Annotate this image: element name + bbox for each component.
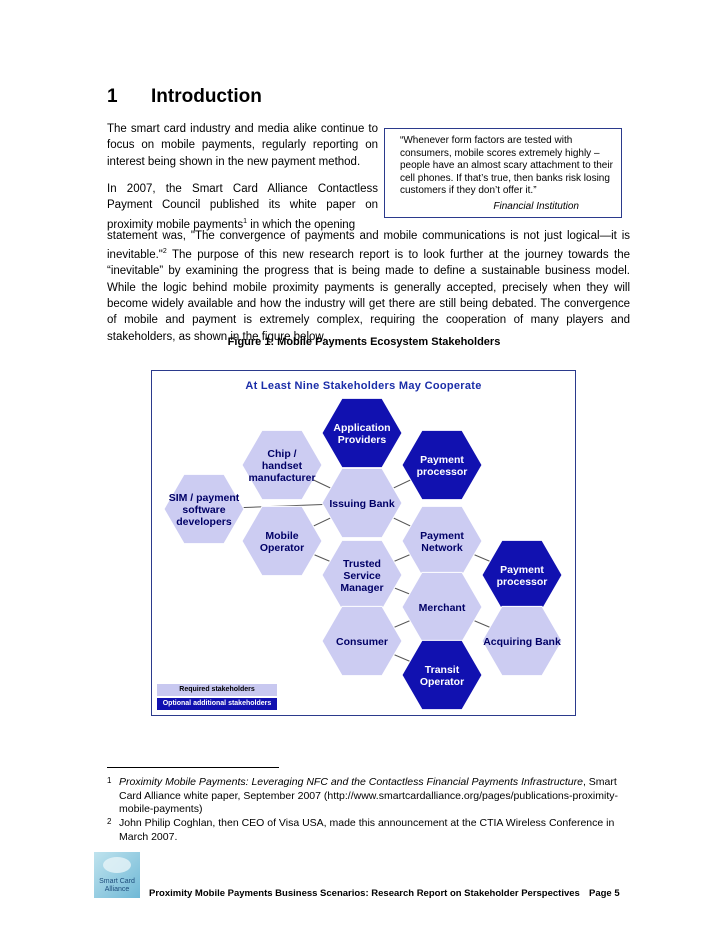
hex-node: [164, 474, 244, 543]
paragraph-text: in which the opening: [247, 218, 356, 231]
logo-text-line2: Alliance: [104, 886, 130, 893]
legend-required: Required stakeholders: [157, 684, 277, 696]
hex-node: [402, 640, 482, 709]
hex-label: Operator: [259, 542, 305, 554]
hex-label: Merchant: [418, 602, 466, 614]
footnote-ref-1: 1: [243, 217, 248, 225]
paragraph-text: In 2007, the Smart Card Alliance Contactless Payment Council published its white paper on proximity mobile payments: [107, 183, 378, 231]
hex-label: Issuing Bank: [329, 498, 395, 510]
section-heading: [107, 86, 262, 108]
paragraph-text: statement was, "The convergence of payments and mobile communications is not just logical—it is inevitable.": [107, 230, 630, 262]
hex-nodes: [164, 398, 562, 709]
hex-label: Payment: [420, 454, 464, 466]
quote-attribution: Financial Institution: [493, 200, 579, 212]
section-title: Introduction: [151, 86, 262, 107]
hex-node: [482, 606, 562, 675]
footnote-1: [107, 776, 629, 817]
hex-label: Acquiring Bank: [483, 636, 561, 648]
legend-optional: Optional additional stakeholders: [157, 698, 277, 710]
footnote-text: John Philip Coghlan, then CEO of Visa USA, made this announcement at the CTIA Wireless Conference in March 2007.: [119, 817, 615, 843]
section-number: 1: [107, 86, 118, 107]
smart-card-alliance-logo: [94, 852, 140, 898]
figure-caption: Figure 1: Mobile Payments Ecosystem Stakeholders: [227, 336, 501, 348]
footnote-number: 1: [107, 776, 112, 785]
hex-label: handset: [261, 460, 303, 472]
hex-node: [402, 572, 482, 641]
footnote-text: , Smart Card Alliance white paper, September 2007 (http://www.smartcardalliance.org/pages/publications-proximity-mobile-payments): [119, 776, 618, 815]
hex-label: Operator: [419, 676, 465, 688]
hex-label: Payment: [500, 564, 544, 576]
hex-label: Transit: [424, 664, 460, 676]
paragraph-intro: The smart card industry and media alike continue to focus on mobile payments, regularly reporting on interest being shown in the new payment method.: [107, 123, 378, 168]
hex-node: [242, 430, 322, 499]
footnote-2: [107, 817, 629, 844]
diagram-title: At Least Nine Stakeholders May Cooperate: [245, 380, 482, 392]
hex-label: Payment: [420, 530, 464, 542]
footnote-divider: [107, 767, 279, 768]
paragraph-white-paper: [107, 181, 378, 233]
pull-quote: [384, 128, 622, 218]
hex-label: Application: [333, 422, 391, 434]
hex-label: Mobile: [265, 530, 299, 542]
footnote-number: 2: [107, 817, 112, 826]
hex-label: Manager: [340, 582, 384, 594]
hex-node: [322, 540, 402, 609]
hex-label: Service: [343, 570, 381, 582]
hex-node: [322, 398, 402, 467]
hex-label: developers: [176, 516, 232, 528]
footnote-ref-2: 2: [162, 248, 167, 256]
hex-label: Trusted: [343, 558, 381, 570]
hex-label: processor: [416, 466, 468, 478]
page-number: Page 5: [589, 888, 620, 899]
hex-node: [322, 606, 402, 675]
logo-mark: [103, 857, 131, 873]
hex-label: Consumer: [336, 636, 388, 648]
paragraph-text: The purpose of this new research report is to look further at the journey towards the “inevitable” by examining the progress that is being made to define a sustainable business model. While the logic behind mobile proximity payments is generally accepted, precisely when they will become widely available and how the industry will get there are still being debated. The convergence of mobile and payment is extremely complex, requiring the cooperation of many players and stakeholders, as shown in the figure below.: [107, 249, 630, 343]
paragraph-purpose: [107, 228, 630, 345]
hex-label: Chip /: [267, 448, 297, 460]
hex-label: manufacturer: [248, 472, 316, 484]
hex-label: Providers: [337, 434, 387, 446]
hex-node: [402, 430, 482, 499]
hex-label: Network: [421, 542, 463, 554]
hex-label: SIM / payment: [168, 492, 240, 504]
hex-node: [482, 540, 562, 609]
footer-title: Proximity Mobile Payments Business Scenarios: Research Report on Stakeholder Perspectives: [149, 888, 580, 899]
hex-node: [242, 506, 322, 575]
logo-text-line1: Smart Card: [99, 878, 135, 885]
hex-node: [402, 506, 482, 575]
hex-label: software: [182, 504, 226, 516]
quote-text: “Whenever form factors are tested with consumers, mobile scores extremely highly – people have an almost scary attachment to their cell phones. If that’s true, then banks risk losing customers if they don’t offer it.”: [400, 135, 613, 197]
hex-label: processor: [496, 576, 548, 588]
footnote-title: Proximity Mobile Payments: Leveraging NFC and the Contactless Financial Payments Infrastructure: [119, 776, 583, 788]
hex-node: [322, 468, 402, 537]
hex-diagram-canvas: [152, 371, 575, 715]
stakeholder-diagram: [151, 370, 576, 716]
